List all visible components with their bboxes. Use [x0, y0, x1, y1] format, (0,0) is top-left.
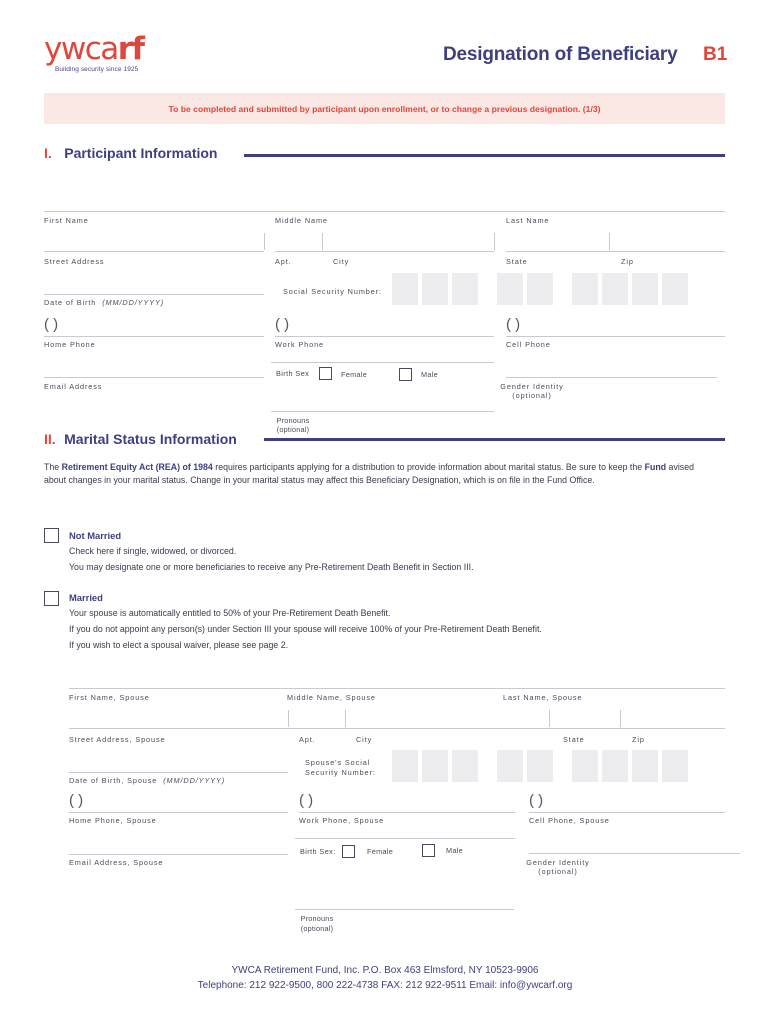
dob-format: (MM/DD/YYYY) [102, 298, 165, 307]
divider [295, 838, 515, 839]
not-married-line-1: Check here if single, widowed, or divorced. [69, 546, 237, 556]
section-2-heading [44, 431, 237, 449]
spouse-first-name-label: First Name, Spouse [69, 693, 150, 702]
spouse-cell-phone-field[interactable] [529, 812, 725, 813]
gender-identity-label [495, 382, 569, 400]
cell-phone-field[interactable] [506, 336, 725, 337]
spouse-ssn-box-9[interactable] [662, 750, 688, 782]
spouse-ssn-box-7[interactable] [602, 750, 628, 782]
ssn-label: Social Security Number: [283, 287, 382, 296]
married-line-1: Your spouse is automatically entitled to 50% of your Pre-Retirement Death Benefit. [69, 608, 391, 618]
divider [322, 233, 323, 250]
divider [44, 211, 725, 212]
middle-name-field[interactable] [275, 251, 494, 252]
spouse-state-label: State [563, 735, 585, 744]
ssn-box-9[interactable] [662, 273, 688, 305]
form-title: Designation of Beneficiary [443, 44, 678, 65]
section-2-title: Marital Status Information [64, 431, 237, 447]
not-married-checkbox[interactable] [44, 528, 59, 543]
spouse-ssn-box-2[interactable] [422, 750, 448, 782]
first-name-field[interactable] [44, 251, 264, 252]
divider [609, 233, 610, 250]
divider [345, 710, 346, 727]
spouse-gender-optional-text: (optional) [538, 867, 578, 876]
ssn-box-1[interactable] [392, 273, 418, 305]
spouse-birth-sex-label: Birth Sex: [300, 847, 336, 856]
spouse-last-name-field[interactable] [503, 728, 725, 729]
spouse-dob-format: (MM/DD/YYYY) [163, 776, 226, 785]
last-name-label: Last Name [506, 216, 550, 225]
married-line-3: If you wish to elect a spousal waiver, please see page 2. [69, 640, 289, 650]
spouse-work-phone-field[interactable] [299, 812, 515, 813]
spouse-male-label: Male [446, 846, 464, 855]
first-name-label: First Name [44, 216, 89, 225]
spouse-work-phone-area-code[interactable]: ( ) [299, 792, 314, 809]
male-checkbox[interactable] [399, 368, 412, 381]
middle-name-label: Middle Name [275, 216, 328, 225]
street-address-label: Street Address [44, 257, 105, 266]
spouse-ssn-box-3[interactable] [452, 750, 478, 782]
spouse-date-of-birth-field[interactable] [69, 772, 288, 773]
logo-tagline: Building security since 1925 [55, 66, 139, 73]
instruction-banner [44, 93, 725, 124]
ssn-box-8[interactable] [632, 273, 658, 305]
work-phone-field[interactable] [275, 336, 494, 337]
spouse-pronouns-field[interactable] [295, 909, 514, 910]
divider [271, 362, 494, 363]
divider [69, 688, 725, 689]
spouse-email-label: Email Address, Spouse [69, 858, 164, 867]
spouse-email-field[interactable] [69, 854, 288, 855]
spouse-middle-name-field[interactable] [288, 728, 503, 729]
spouse-gender-identity-text: Gender Identity [526, 858, 590, 867]
spouse-pronouns-label [296, 914, 338, 934]
section-1-heading [44, 145, 217, 163]
last-name-field[interactable] [506, 251, 725, 252]
divider [494, 233, 495, 250]
spouse-ssn-box-4[interactable] [497, 750, 523, 782]
spouse-ssn-box-8[interactable] [632, 750, 658, 782]
male-label: Male [421, 370, 439, 379]
logo [44, 31, 144, 73]
pronouns-field[interactable] [271, 411, 494, 412]
banner-text: To be completed and submitted by participant upon enrollment, or to change a previous designation. (1/3) [168, 103, 601, 114]
female-label: Female [341, 370, 368, 379]
spouse-home-phone-area-code[interactable]: ( ) [69, 792, 84, 809]
spouse-ssn-box-1[interactable] [392, 750, 418, 782]
gender-identity-text: Gender Identity [500, 382, 564, 391]
spouse-gender-identity-label [521, 858, 595, 876]
spouse-apt-label: Apt. [299, 735, 316, 744]
spouse-street-label: Street Address, Spouse [69, 735, 166, 744]
spouse-ssn-box-6[interactable] [572, 750, 598, 782]
work-phone-label: Work Phone [275, 340, 325, 349]
intro-text-1: The [44, 462, 62, 472]
spouse-city-label: City [356, 735, 373, 744]
ssn-box-4[interactable] [497, 273, 523, 305]
spouse-middle-name-label: Middle Name, Spouse [287, 693, 376, 702]
gender-optional-text: (optional) [512, 391, 552, 400]
spouse-ssn-label [305, 758, 376, 778]
work-phone-area-code[interactable]: ( ) [275, 316, 290, 333]
spouse-female-checkbox[interactable] [342, 845, 355, 858]
date-of-birth-label [44, 298, 164, 307]
home-phone-area-code[interactable]: ( ) [44, 316, 59, 333]
pronouns-optional-text: (optional) [276, 425, 310, 434]
spouse-home-phone-label: Home Phone, Spouse [69, 816, 157, 825]
spouse-last-name-label: Last Name, Spouse [503, 693, 583, 702]
divider [264, 233, 265, 250]
home-phone-label: Home Phone [44, 340, 96, 349]
divider [288, 710, 289, 727]
footer-address: YWCA Retirement Fund, Inc. P.O. Box 463 Elmsford, NY 10523-9906 [231, 965, 539, 976]
intro-text-3: avised about changes in your marital status. Change in your marital status may affect this Beneficiary Designation, which is on file in the Fund Office. [44, 462, 694, 485]
ssn-box-5[interactable] [527, 273, 553, 305]
female-checkbox[interactable] [319, 367, 332, 380]
ssn-box-7[interactable] [602, 273, 628, 305]
logo-word: ywca [44, 31, 118, 67]
zip-label: Zip [621, 257, 634, 266]
section-1-rule [244, 154, 725, 157]
spouse-first-name-field[interactable] [69, 728, 288, 729]
gender-identity-field[interactable] [506, 377, 717, 378]
form-code: B1 [703, 44, 728, 65]
spouse-cell-phone-label: Cell Phone, Spouse [529, 816, 610, 825]
pronouns-text: Pronouns [276, 416, 310, 425]
email-label: Email Address [44, 382, 103, 391]
divider [549, 710, 550, 727]
spouse-pronouns-optional-text: (optional) [300, 924, 334, 933]
intro-text-2: requires participants applying for a distribution to provide information about marital status. Be sure to keep the [212, 462, 645, 472]
date-of-birth-field[interactable] [44, 294, 264, 295]
ssn-box-2[interactable] [422, 273, 448, 305]
spouse-home-phone-field[interactable] [69, 812, 288, 813]
intro-bold-2: Fund [644, 462, 667, 472]
not-married-line-2: You may designate one or more beneficiaries to receive any Pre-Retirement Death Benefit in Section III. [69, 562, 474, 572]
spouse-dob-label-text: Date of Birth, Spouse [69, 776, 158, 785]
city-label: City [333, 257, 350, 266]
divider [620, 710, 621, 727]
spouse-gender-identity-field[interactable] [529, 853, 740, 854]
spouse-cell-phone-area-code[interactable]: ( ) [529, 792, 544, 809]
state-label: State [506, 257, 528, 266]
spouse-work-phone-label: Work Phone, Spouse [299, 816, 385, 825]
married-title: Married [69, 592, 103, 603]
cell-phone-label: Cell Phone [506, 340, 551, 349]
marital-intro-paragraph [44, 461, 714, 487]
spouse-pronouns-text: Pronouns [300, 914, 334, 923]
birth-sex-label: Birth Sex [276, 369, 310, 378]
section-2-number: II. [44, 431, 56, 447]
spouse-ssn-label-2: Security Number: [305, 768, 376, 777]
cell-phone-area-code[interactable]: ( ) [506, 316, 521, 333]
not-married-title: Not Married [69, 530, 122, 541]
section-2-rule [264, 438, 725, 441]
apt-label: Apt. [275, 257, 292, 266]
spouse-zip-label: Zip [632, 735, 645, 744]
spouse-female-label: Female [367, 847, 394, 856]
intro-bold-1: Retirement Equity Act (REA) of 1984 [61, 462, 213, 472]
married-checkbox[interactable] [44, 591, 59, 606]
dob-label-text: Date of Birth [44, 298, 97, 307]
home-phone-field[interactable] [44, 336, 264, 337]
spouse-ssn-label-1: Spouse's Social [305, 758, 371, 767]
logo-word-bold: rf [117, 31, 144, 67]
section-1-number: I. [44, 145, 52, 161]
married-line-2: If you do not appoint any person(s) under Section III your spouse will receive 100% of your Pre-Retirement Death Benefit. [69, 624, 542, 634]
spouse-date-of-birth-label [69, 776, 225, 785]
footer-contact: Telephone: 212 922-9500, 800 222-4738 FAX: 212 922-9511 Email: info@ywcarf.org [197, 980, 573, 991]
ssn-box-3[interactable] [452, 273, 478, 305]
spouse-ssn-box-5[interactable] [527, 750, 553, 782]
section-1-title: Participant Information [64, 145, 218, 161]
spouse-male-checkbox[interactable] [422, 844, 435, 857]
ssn-box-6[interactable] [572, 273, 598, 305]
pronouns-label [272, 416, 314, 434]
email-field[interactable] [44, 377, 264, 378]
